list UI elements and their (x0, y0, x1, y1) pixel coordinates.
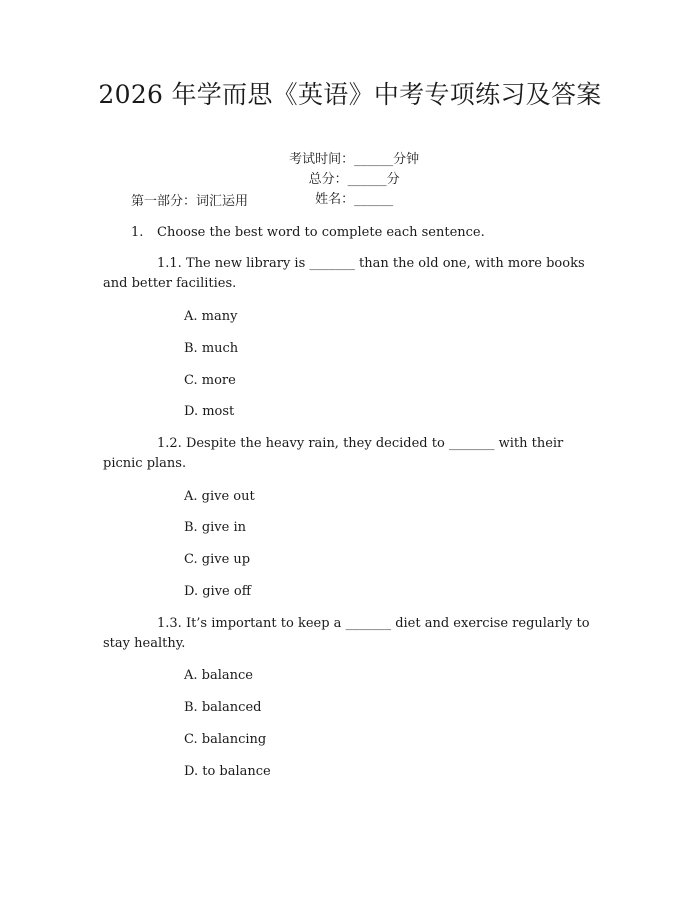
sub-question-1-3: 1.3. It’s important to keep a _______ diet and exercise regularly to stay healthy. (103, 616, 590, 651)
sub-question-1-2: 1.2. Despite the heavy rain, they decided to _______ with their picnic plans. (103, 436, 564, 471)
option-1-1-a: A. many (184, 309, 238, 324)
sub-question-1-1: 1.1. The new library is _______ than the old one, with more books and better facilities. (103, 256, 585, 291)
question-heading (131, 223, 485, 243)
question-number: 1. (131, 225, 144, 240)
option-1-2-c: C. give up (184, 552, 251, 567)
option-1-3-c: C. balancing (184, 732, 267, 747)
option-1-1-b: B. much (184, 341, 239, 356)
section-heading: 第一部分：词汇运用 (131, 194, 249, 209)
option-1-3-d: D. to balance (184, 764, 271, 779)
question-prompt: Choose the best word to complete each sentence. (157, 225, 485, 240)
option-1-2-b: B. give in (184, 520, 246, 535)
option-1-1-c: C. more (184, 373, 236, 388)
option-1-3-a: A. balance (184, 668, 253, 683)
option-1-3-b: B. balanced (184, 700, 262, 715)
exam-time: 考试时间：______分钟 (289, 152, 420, 167)
option-1-2-a: A. give out (184, 489, 255, 504)
page-title: 2026 年学而思《英语》中考专项练习及答案 (98, 80, 602, 109)
student-name: 姓名：______ (315, 192, 394, 207)
option-1-1-d: D. most (184, 404, 235, 419)
option-1-2-d: D. give off (184, 584, 251, 599)
total-score: 总分：______分 (308, 172, 400, 187)
exam-meta (0, 130, 700, 210)
